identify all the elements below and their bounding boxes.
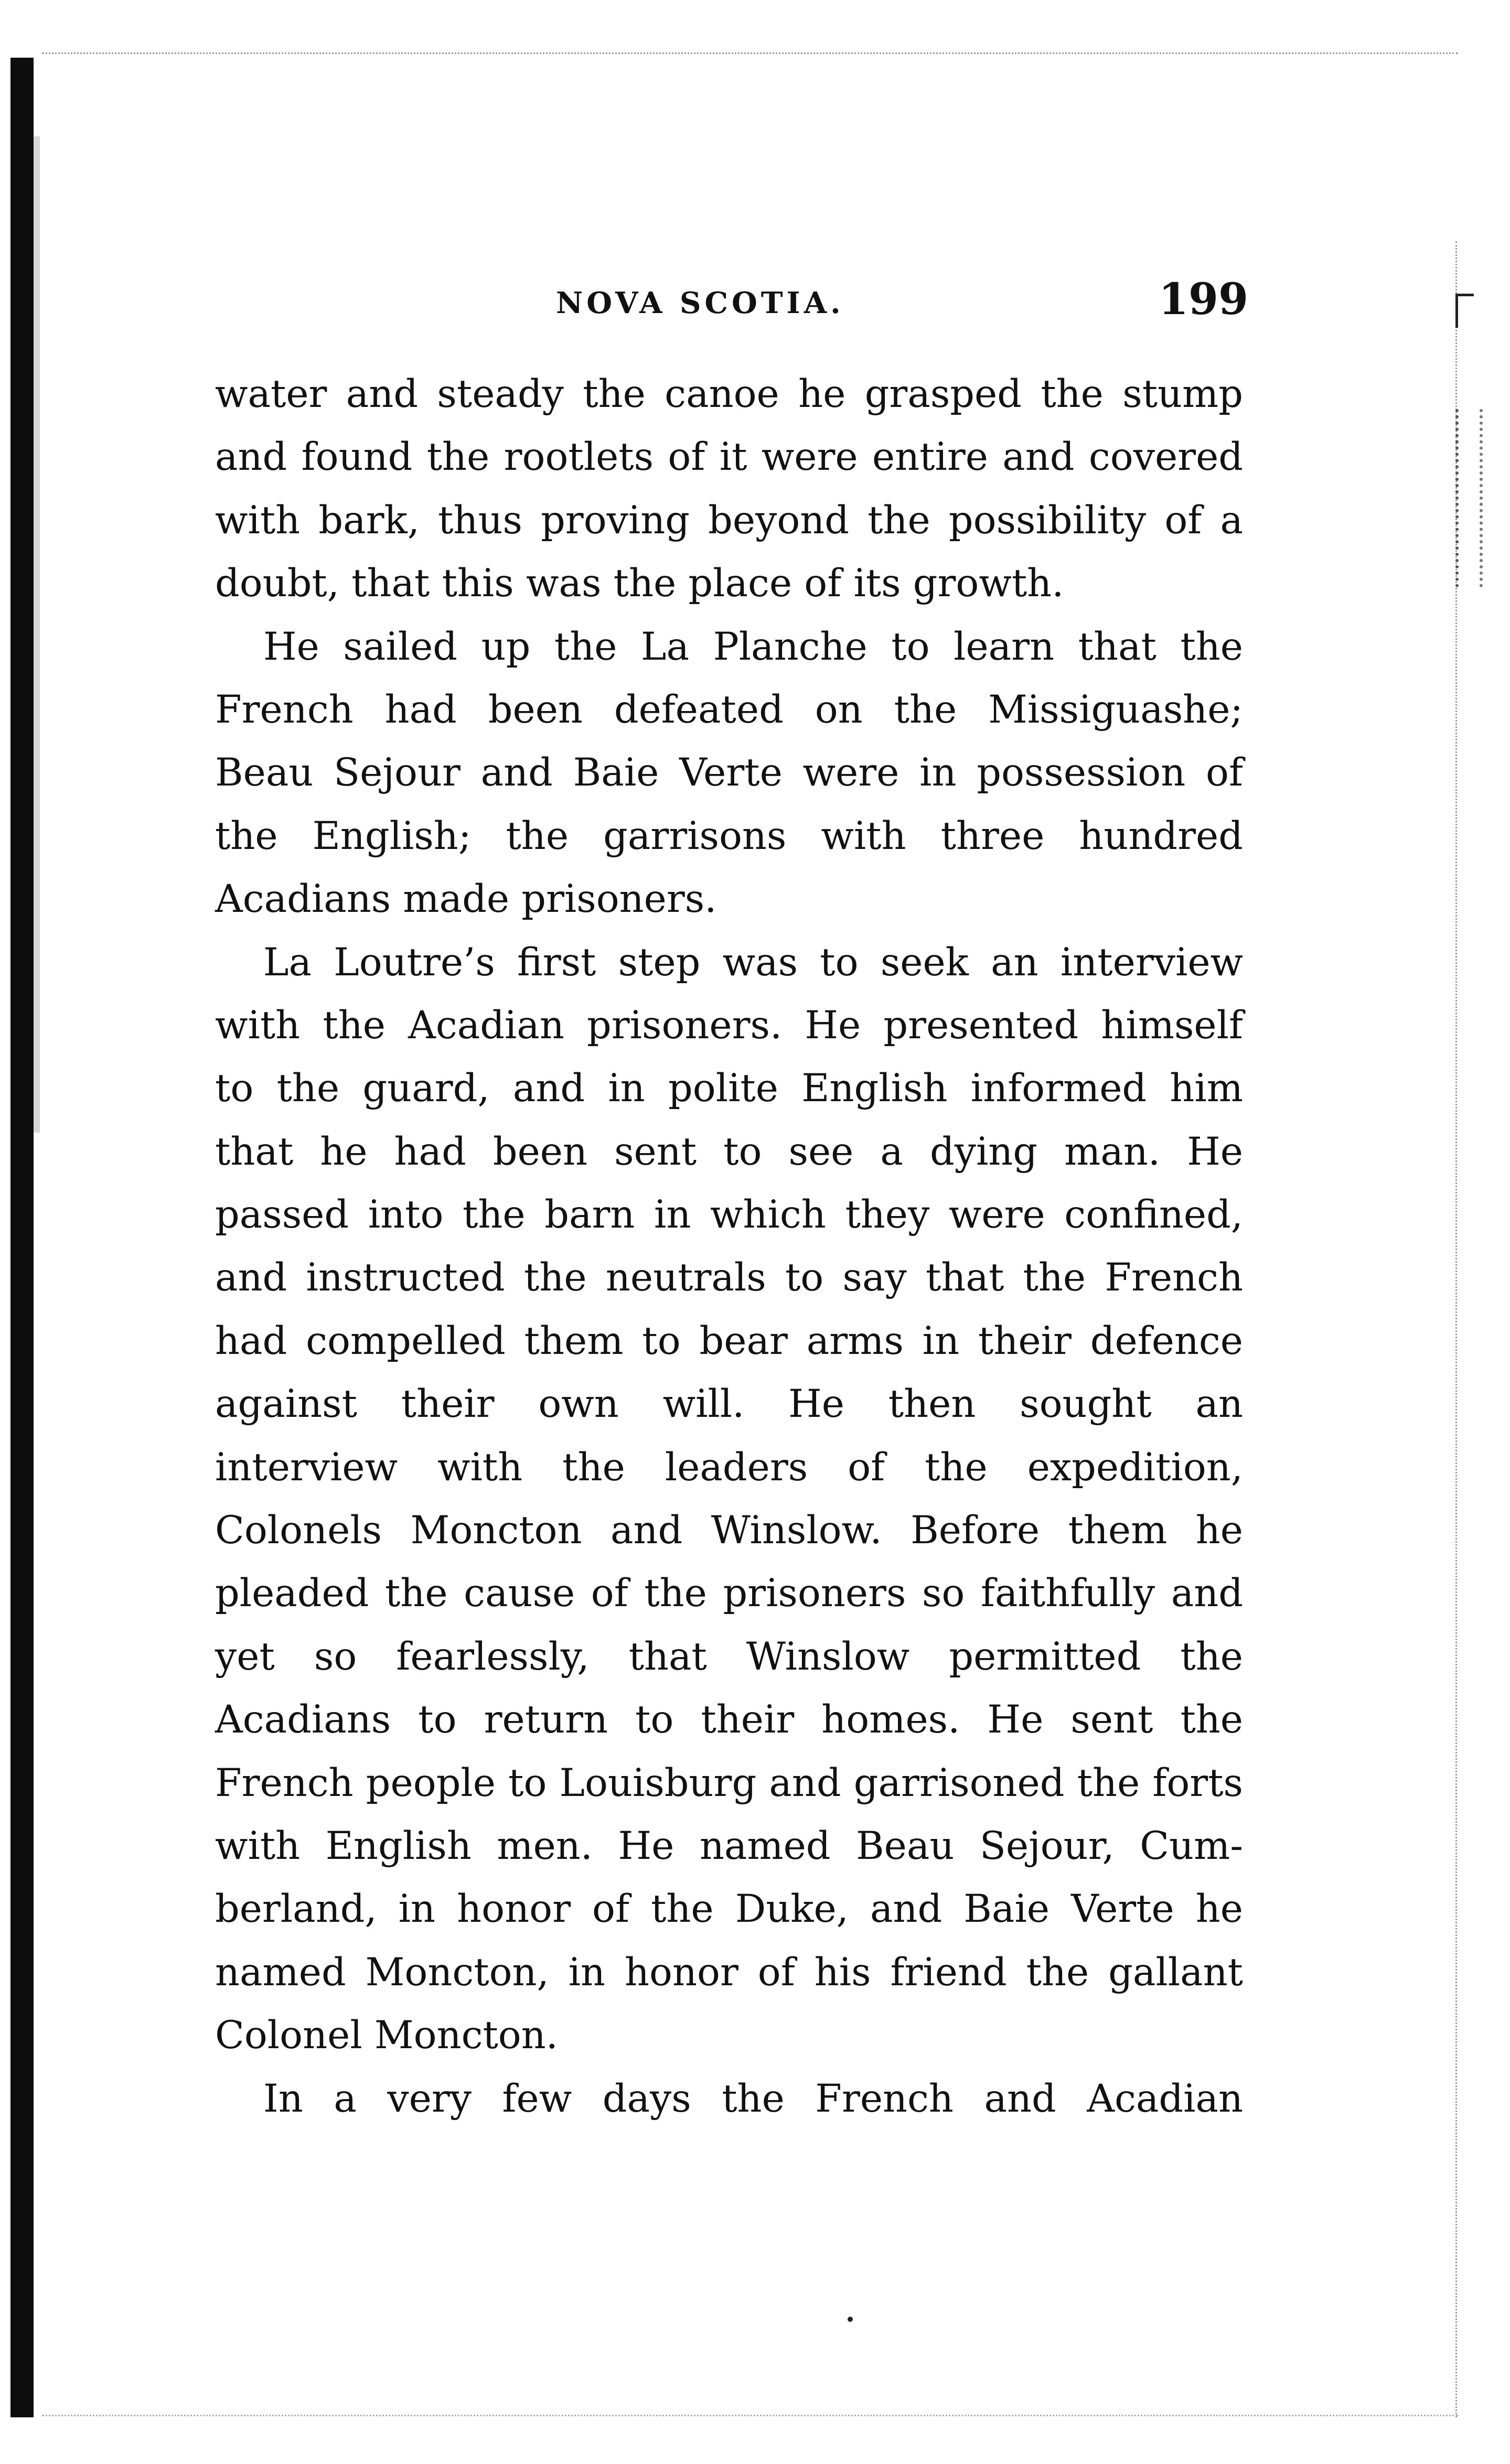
right-edge-specks	[1455, 409, 1483, 587]
text-line: Colonel Moncton.	[215, 2013, 558, 2058]
binding-edge-shadow	[10, 58, 34, 2417]
text-line: with the Acadian prisoners. He presented himself	[215, 1003, 1243, 1048]
top-scan-artifact	[42, 52, 1458, 55]
text-line: water and steady the canoe he grasped the stump	[215, 372, 1243, 416]
text-line: passed into the barn in which they were confined,	[215, 1192, 1243, 1238]
text-line: with English men. He named Beau Sejour, Cum-	[215, 1823, 1243, 1868]
text-line: doubt, that this was the place of its growth.	[215, 561, 1064, 606]
text-line: Colonels Moncton and Winslow. Before them he	[215, 1508, 1243, 1553]
text-line: In a very few days the French and Acadian	[263, 2076, 1243, 2121]
text-line: He sailed up the La Planche to learn that the	[263, 624, 1243, 669]
ink-speck	[848, 2317, 853, 2322]
right-edge-mark	[1455, 294, 1474, 328]
text-line: Acadians made prisoners.	[215, 877, 717, 922]
running-head	[215, 274, 1248, 336]
text-line: with bark, thus proving beyond the possibility of a	[215, 498, 1243, 543]
text-line: and instructed the neutrals to say that the French	[215, 1255, 1243, 1300]
text-line: Beau Sejour and Baie Verte were in possession of	[215, 750, 1243, 795]
text-line: named Moncton, in honor of his friend the gallant	[215, 1950, 1243, 1995]
body-text	[215, 363, 1243, 2131]
text-line: that he had been sent to see a dying man. He	[215, 1129, 1243, 1174]
text-line: yet so fearlessly, that Winslow permitted the	[215, 1634, 1243, 1679]
text-line: to the guard, and in polite English informed him	[215, 1066, 1243, 1111]
text-line: pleaded the cause of the prisoners so faithfully and	[215, 1571, 1243, 1616]
bottom-scan-artifact	[42, 2415, 1458, 2417]
text-line: berland, in honor of the Duke, and Baie Verte he	[215, 1887, 1243, 1932]
text-line: French people to Louisburg and garrisoned the forts	[215, 1760, 1243, 1805]
text-line: had compelled them to bear arms in their defence	[215, 1318, 1243, 1363]
text-line: Acadians to return to their homes. He sent the	[215, 1697, 1243, 1742]
text-line: La Loutre’s first step was to seek an interview	[263, 940, 1243, 985]
text-line: the English; the garrisons with three hundred	[215, 813, 1243, 858]
text-line: and found the rootlets of it were entire and covered	[215, 435, 1243, 480]
binding-edge-highlight	[34, 136, 40, 1133]
text-line: French had been defeated on the Missiguashe;	[215, 687, 1243, 732]
page-number: 199	[1158, 274, 1248, 325]
running-title: NOVA SCOTIA.	[556, 286, 844, 320]
text-line: against their own will. He then sought an	[215, 1382, 1243, 1427]
text-line: interview with the leaders of the expedition,	[215, 1445, 1243, 1490]
